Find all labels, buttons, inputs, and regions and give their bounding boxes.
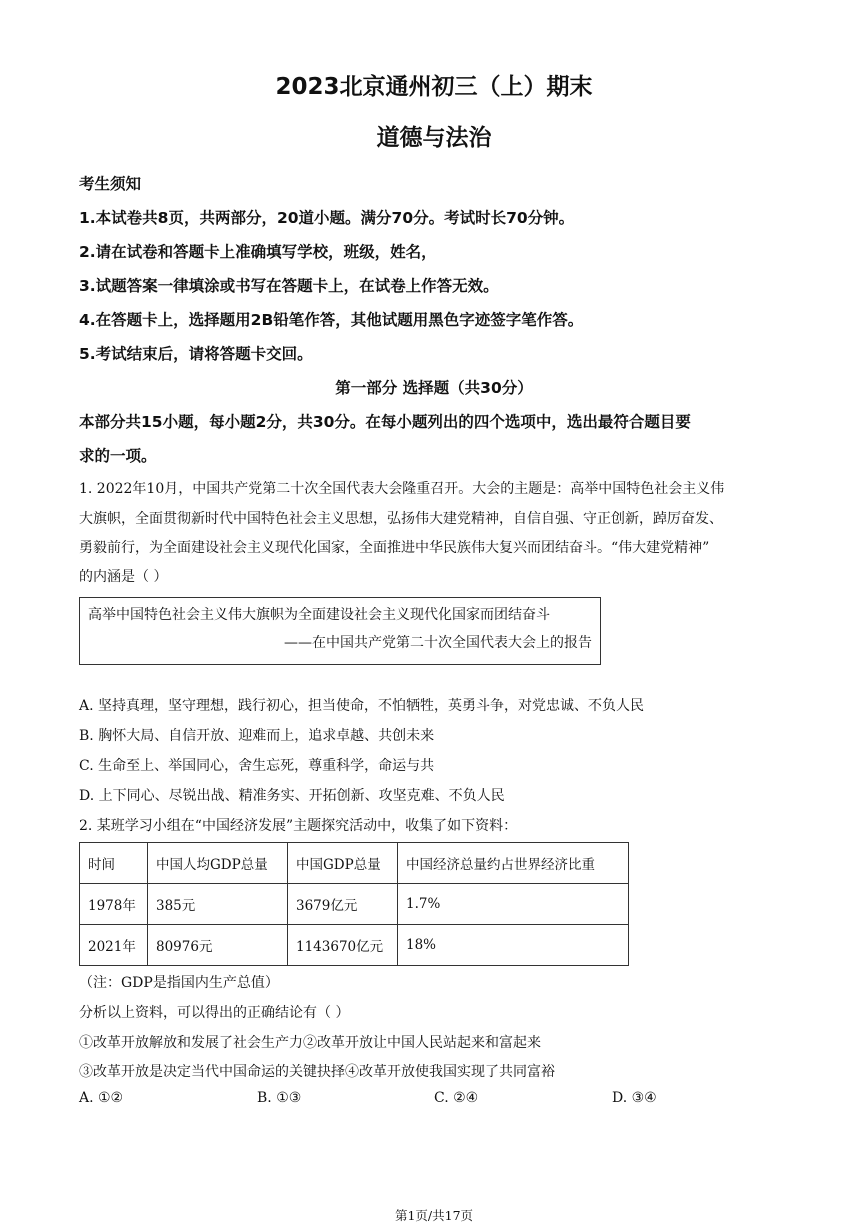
table-header-row xyxy=(80,843,629,884)
table-header-cell: 中国人均GDP总量 xyxy=(148,843,288,884)
q2-option-a: A. ①② xyxy=(79,1090,124,1106)
q1-stem-line3: 勇毅前行，为全面建设社会主义现代化国家，全面推进中华民族伟大复兴而团结奋斗。“伟大建党精神” xyxy=(79,540,710,556)
page-number: 第1页/共17页 xyxy=(394,1208,474,1223)
table-row xyxy=(80,884,629,925)
table-cell: 3679亿元 xyxy=(288,884,398,925)
q2-note: （注：GDP是指国内生产总值） xyxy=(79,975,279,991)
notice-item-3: 3.试题答案一律填涂或书写在答题卡上，在试卷上作答无效。 xyxy=(79,277,499,295)
notice-item-5: 5.考试结束后，请将答题卡交回。 xyxy=(79,345,313,363)
table-header-cell: 中国GDP总量 xyxy=(288,843,398,884)
exam-title: 2023北京通州初三（上）期末 xyxy=(275,74,593,100)
table-cell: 1.7% xyxy=(398,884,629,925)
notice-heading: 考生须知 xyxy=(79,175,142,193)
exam-subject: 道德与法治 xyxy=(376,125,492,151)
table-header-cell: 时间 xyxy=(80,843,148,884)
q1-option-b: B. 胸怀大局、自信开放、迎难而上，追求卓越、共创未来 xyxy=(79,728,435,744)
part1-heading: 第一部分 选择题（共30分） xyxy=(335,379,533,397)
q2-stem: 2. 某班学习小组在“中国经济发展”主题探究活动中，收集了如下资料： xyxy=(79,818,518,834)
q1-stem-line1: 1. 2022年10月，中国共产党第二十次全国代表大会隆重召开。大会的主题是：高举中国特色社会主义伟 xyxy=(79,481,725,497)
table-cell: 18% xyxy=(398,925,629,966)
table-cell: 1978年 xyxy=(80,884,148,925)
q2-statement-2: ③改革开放是决定当代中国命运的关键抉择④改革开放使我国实现了共同富裕 xyxy=(79,1064,555,1080)
table-cell: 80976元 xyxy=(148,925,288,966)
q2-question: 分析以上资料，可以得出的正确结论有（ ） xyxy=(79,1005,350,1021)
q1-option-a: A. 坚持真理，坚守理想，践行初心，担当使命，不怕牺牲，英勇斗争，对党忠诚、不负人民 xyxy=(79,698,645,714)
table-cell: 385元 xyxy=(148,884,288,925)
part1-instruction-line2: 求的一项。 xyxy=(79,447,157,465)
q1-stem-line4: 的内涵是（ ） xyxy=(79,569,168,585)
gdp-table xyxy=(79,842,629,966)
q1-option-d: D. 上下同心、尽锐出战、精准务实、开拓创新、攻坚克难、不负人民 xyxy=(79,788,505,804)
q2-option-b: B. ①③ xyxy=(257,1090,302,1106)
table-row xyxy=(80,925,629,966)
q1-stem-line2: 大旗帜，全面贯彻新时代中国特色社会主义思想，弘扬伟大建党精神，自信自强、守正创新，踔厉奋发、 xyxy=(79,511,723,527)
notice-item-2: 2.请在试卷和答题卡上准确填写学校，班级，姓名， xyxy=(79,243,437,261)
q2-statement-1: ①改革开放解放和发展了社会生产力②改革开放让中国人民站起来和富起来 xyxy=(79,1035,541,1051)
q2-option-d: D. ③④ xyxy=(612,1090,657,1106)
notice-item-4: 4.在答题卡上，选择题用2B铅笔作答，其他试题用黑色字迹签字笔作答。 xyxy=(79,311,584,329)
q1-quote-source: ——在中国共产党第二十次全国代表大会上的报告 xyxy=(284,635,592,651)
q2-option-c: C. ②④ xyxy=(434,1090,479,1106)
table-cell: 2021年 xyxy=(80,925,148,966)
part1-instruction-line1: 本部分共15小题，每小题2分，共30分。在每小题列出的四个选项中，选出最符合题目要 xyxy=(79,413,691,431)
table-header-cell: 中国经济总量约占世界经济比重 xyxy=(398,843,629,884)
q1-quote-box xyxy=(79,597,601,665)
table-cell: 1143670亿元 xyxy=(288,925,398,966)
q1-quote-text: 高举中国特色社会主义伟大旗帜为全面建设社会主义现代化国家而团结奋斗 xyxy=(88,607,550,623)
q1-option-c: C. 生命至上、举国同心，舍生忘死，尊重科学，命运与共 xyxy=(79,758,435,774)
notice-item-1: 1.本试卷共8页，共两部分，20道小题。满分70分。考试时长70分钟。 xyxy=(79,209,575,227)
